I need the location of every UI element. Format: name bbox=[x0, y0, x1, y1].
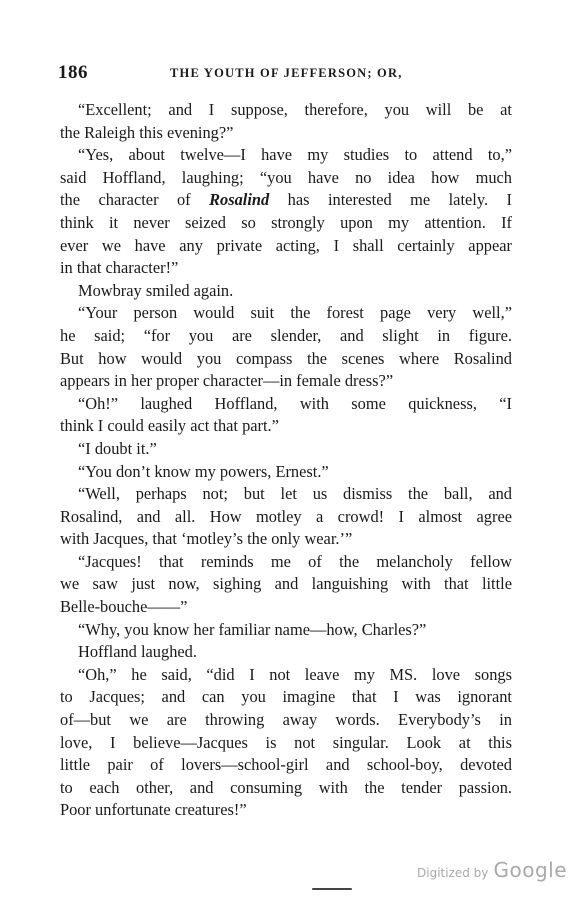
text-line: appears in her proper character—in female dress?” bbox=[60, 371, 394, 391]
body-text bbox=[60, 99, 512, 822]
page-number: 186 bbox=[58, 62, 88, 83]
text-line: Rosalind, and all. How motley a crowd! I almost agree bbox=[60, 506, 512, 526]
text-line: Poor unfortunate creatures!” bbox=[60, 800, 247, 820]
text-line: “Your person would suit the forest page very well,” bbox=[78, 303, 512, 323]
text-line: “Why, you know her familiar name—how, Charles?” bbox=[78, 619, 427, 639]
page-header bbox=[58, 62, 528, 84]
text-line: said Hoffland, laughing; “you have no idea how much bbox=[60, 167, 512, 187]
bottom-rule bbox=[312, 888, 352, 890]
text-line: love, I believe—Jacques is not singular. Look at this bbox=[60, 732, 512, 752]
text-line: “Jacques! that reminds me of the melancholy fellow bbox=[78, 551, 512, 571]
text-line: “Oh!” laughed Hoffland, with some quickness, “I bbox=[78, 393, 512, 413]
text-line: “Well, perhaps not; but let us dismiss the ball, and bbox=[78, 484, 512, 504]
text-line: to each other, and consuming with the tender passion. bbox=[60, 777, 512, 797]
text-line: Mowbray smiled again. bbox=[78, 280, 234, 300]
text-line: he said; “for you are slender, and slight in figure. bbox=[60, 325, 512, 345]
text-line: in that character!” bbox=[60, 258, 179, 278]
text-line: think it never seized so strongly upon my attention. If bbox=[60, 212, 512, 232]
text-line: little pair of lovers—school-girl and school-boy, devoted bbox=[60, 755, 512, 775]
watermark-brand: Google bbox=[493, 858, 568, 882]
text-line: we saw just now, sighing and languishing with that little bbox=[60, 574, 512, 594]
italic-name: Rosalind bbox=[209, 190, 270, 210]
text-line: Belle-bouche——” bbox=[60, 597, 188, 617]
text-line: with Jacques, that ‘motley’s the only wear.’” bbox=[60, 529, 353, 549]
digitized-watermark bbox=[417, 858, 567, 882]
text-line: “I doubt it.” bbox=[78, 438, 157, 458]
text-line: of—but we are throwing away words. Everybody’s in bbox=[60, 710, 512, 730]
text-segment: has interested me lately. I bbox=[269, 190, 512, 210]
text-line: ever we have any private acting, I shall certainly appear bbox=[60, 235, 512, 255]
text-line: to Jacques; and can you imagine that I was ignorant bbox=[60, 687, 512, 707]
text-line: But how would you compass the scenes where Rosalind bbox=[60, 348, 512, 368]
running-head: THE YOUTH OF JEFFERSON; OR, bbox=[170, 66, 403, 80]
text-line: the Raleigh this evening?” bbox=[60, 122, 234, 142]
text-line bbox=[60, 189, 512, 212]
text-line: Hoffland laughed. bbox=[78, 642, 197, 662]
text-line: “Oh,” he said, “did I not leave my MS. love songs bbox=[78, 664, 512, 684]
text-segment: the character of bbox=[60, 190, 210, 210]
text-line: “Excellent; and I suppose, therefore, you will be at bbox=[78, 100, 512, 119]
text-line: “Yes, about twelve—I have my studies to attend to,” bbox=[78, 145, 512, 165]
text-line: think I could easily act that part.” bbox=[60, 416, 279, 436]
watermark-prefix: Digitized by bbox=[417, 866, 489, 880]
text-line: “You don’t know my powers, Ernest.” bbox=[78, 461, 329, 481]
